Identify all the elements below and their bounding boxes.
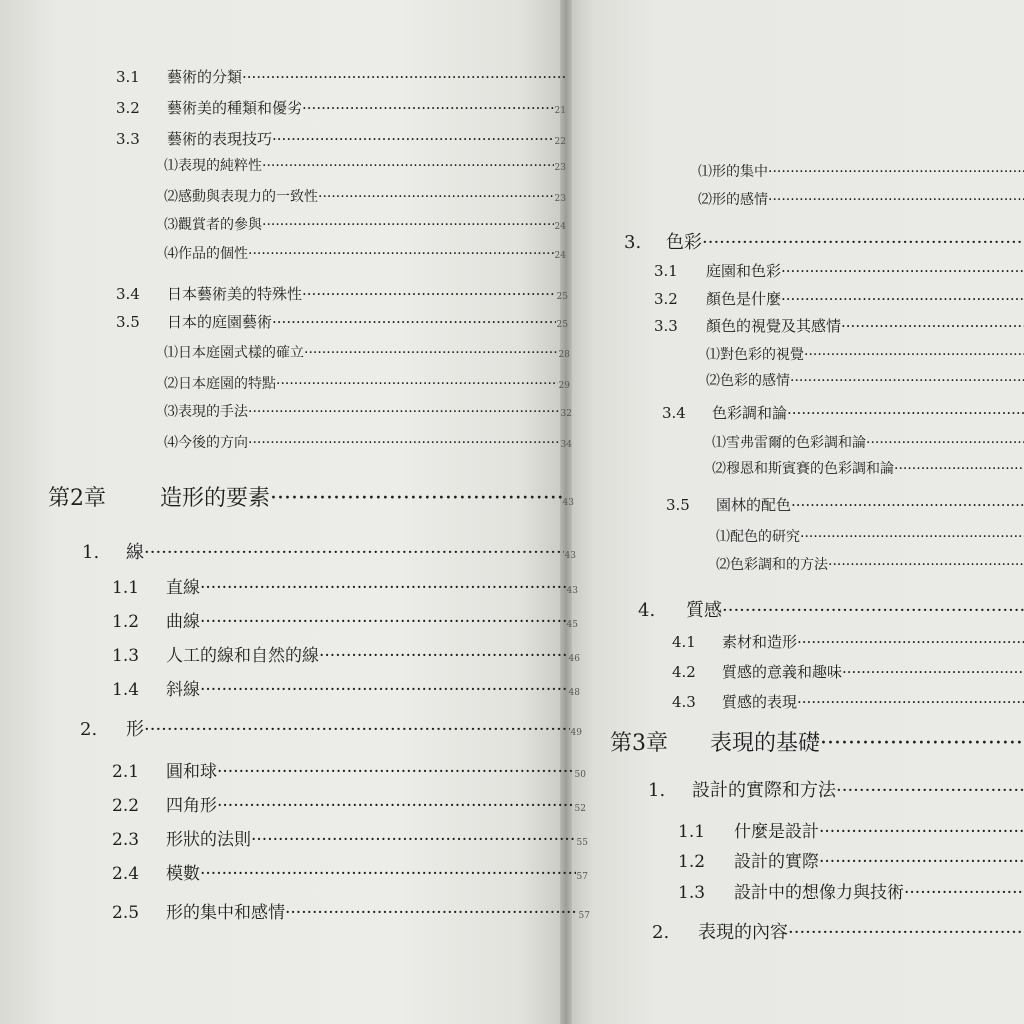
dot-leader <box>781 290 1024 308</box>
dot-leader <box>828 557 1024 573</box>
page-number: 28 <box>558 350 570 360</box>
dot-leader <box>276 376 558 392</box>
entry-title: 素材和造形 <box>722 633 798 651</box>
right-entry <box>716 526 1024 546</box>
left-entry <box>80 715 582 741</box>
entry-title: 四角形 <box>166 796 217 816</box>
dot-leader <box>819 852 1024 872</box>
dot-leader <box>262 217 554 233</box>
right-entry <box>672 631 1024 652</box>
right-entry <box>638 596 1024 622</box>
dot-leader <box>248 404 560 420</box>
entry-title: ⑴對色彩的視覺 <box>706 347 804 363</box>
page-number: 48 <box>568 688 580 698</box>
dot-leader <box>217 762 574 782</box>
page-number: 49 <box>570 728 582 738</box>
left-entry <box>116 311 568 332</box>
dot-leader <box>272 130 554 148</box>
right-entry <box>706 370 1024 390</box>
entry-number: 1.1 <box>678 822 706 842</box>
entry-number: 2.1 <box>112 762 140 782</box>
dot-leader <box>302 285 556 303</box>
dot-leader <box>200 864 576 884</box>
page-number: 50 <box>574 770 586 780</box>
entry-number: 3.3 <box>654 317 678 335</box>
dot-leader <box>842 663 1024 681</box>
left-entry <box>112 607 578 632</box>
left-entry <box>112 825 588 850</box>
left-entry <box>164 342 570 362</box>
dot-leader <box>242 68 566 86</box>
entry-title: ⑴表現的純粹性 <box>164 158 262 174</box>
dot-leader <box>800 529 1024 545</box>
entry-number: 3.3 <box>116 130 140 148</box>
right-entry <box>678 878 1024 903</box>
entry-title: ⑴日本庭園式樣的確立 <box>164 345 304 361</box>
entry-title: ⑶觀賞者的參與 <box>164 217 262 233</box>
entry-number: 2. <box>652 922 670 943</box>
entry-title: 日本的庭園藝術 <box>167 313 273 331</box>
right-entry <box>648 776 1024 802</box>
entry-number: 3.1 <box>116 68 140 86</box>
left-entry <box>112 675 580 700</box>
left-entry <box>112 898 590 923</box>
dot-leader <box>788 922 1024 943</box>
dot-leader <box>304 345 558 361</box>
entry-number: 第2章 <box>48 486 106 511</box>
entry-number: 1.2 <box>678 852 706 872</box>
entry-title: 藝術的分類 <box>167 68 243 86</box>
dot-leader <box>318 189 554 205</box>
entry-title: 色彩 <box>666 232 702 253</box>
page-number: 52 <box>574 804 586 814</box>
page-number: 43 <box>564 551 576 561</box>
entry-title: ⑷作品的個性 <box>164 246 248 262</box>
dot-leader <box>248 246 554 262</box>
entry-title: 色彩調和論 <box>712 404 788 422</box>
entry-title: 顏色的視覺及其感情 <box>706 317 842 335</box>
entry-title: 圓和球 <box>166 762 217 782</box>
entry-title: 直線 <box>166 578 200 598</box>
page-number: 24 <box>554 222 566 232</box>
entry-title: 造形的要素 <box>160 486 271 511</box>
entry-title: 質感的表現 <box>722 693 798 711</box>
dot-leader <box>285 903 578 923</box>
left-entry <box>112 757 586 782</box>
dot-leader <box>262 158 554 174</box>
dot-leader <box>820 731 1024 756</box>
entry-number: 3.4 <box>662 404 686 422</box>
entry-number: 2.5 <box>112 903 140 923</box>
entry-number: 3.1 <box>654 262 678 280</box>
entry-number: 2.3 <box>112 830 140 850</box>
left-entry <box>116 128 566 149</box>
entry-title: ⑷今後的方向 <box>164 435 248 451</box>
entry-number: 2.2 <box>112 796 140 816</box>
page-number: 24 <box>554 251 566 261</box>
left-entry <box>112 791 586 816</box>
dot-leader <box>200 578 566 598</box>
dot-leader <box>270 486 562 511</box>
page-number: 23 <box>554 194 566 204</box>
page-number: 21 <box>554 106 566 116</box>
entry-title: 表現的內容 <box>698 922 788 943</box>
entry-title: 庭園和色彩 <box>706 262 782 280</box>
entry-title: 設計中的想像力與技術 <box>734 883 904 903</box>
left-entry <box>112 641 580 666</box>
page-number: 25 <box>556 320 568 330</box>
page-number: 43 <box>562 498 574 508</box>
entry-title: 斜線 <box>166 680 200 700</box>
entry-title: 形 <box>126 719 144 740</box>
dot-leader <box>319 646 568 666</box>
entry-number: 1.1 <box>112 578 140 598</box>
entry-number: 3.2 <box>654 290 678 308</box>
left-entry <box>164 373 570 393</box>
page-number: 43 <box>566 586 578 596</box>
entry-title: 線 <box>126 542 144 563</box>
entry-title: ⑵色彩調和的方法 <box>716 557 828 573</box>
dot-leader <box>797 693 1024 711</box>
right-entry <box>666 494 1024 515</box>
entry-number: 1.2 <box>112 612 140 632</box>
right-entry <box>716 554 1024 574</box>
entry-title: 質感 <box>686 600 722 621</box>
entry-title: 模數 <box>166 864 200 884</box>
dot-leader <box>272 313 556 331</box>
entry-number: 2.4 <box>112 864 140 884</box>
dot-leader <box>144 542 564 563</box>
right-entry <box>610 726 1024 757</box>
dot-leader <box>248 435 560 451</box>
page-number: 25 <box>556 292 568 302</box>
left-entry <box>116 97 566 118</box>
dot-leader <box>217 796 574 816</box>
entry-number: 4.1 <box>672 633 696 651</box>
dot-leader <box>836 780 1024 801</box>
dot-leader <box>790 373 1024 389</box>
page-number: 32 <box>560 409 572 419</box>
page-number: 57 <box>578 911 590 921</box>
dot-leader <box>702 232 1024 253</box>
dot-leader <box>819 822 1024 842</box>
right-entry <box>654 288 1024 309</box>
dot-leader <box>894 461 1024 477</box>
entry-title: 藝術美的種類和優劣 <box>167 99 303 117</box>
dot-leader <box>144 719 570 740</box>
dot-leader <box>768 192 1024 208</box>
page-number: 34 <box>560 440 572 450</box>
entry-title: 顏色是什麼 <box>706 290 782 308</box>
left-entry <box>116 283 568 304</box>
entry-number: 1.3 <box>112 646 140 666</box>
entry-title: 表現的基礎 <box>710 731 821 756</box>
entry-title: 藝術的表現技巧 <box>167 130 273 148</box>
entry-number: 第3章 <box>610 731 668 756</box>
entry-number: 3.4 <box>116 285 140 303</box>
dot-leader <box>787 404 1024 422</box>
entry-title: 曲線 <box>166 612 200 632</box>
dot-leader <box>302 99 554 117</box>
right-entry <box>672 691 1024 712</box>
entry-title: ⑵感動與表現力的一致性 <box>164 189 318 205</box>
left-entry <box>164 155 566 175</box>
entry-title: ⑵穆恩和斯賓賽的色彩調和論 <box>712 461 894 477</box>
entry-title: 質感的意義和趣味 <box>722 663 843 681</box>
dot-leader <box>200 612 566 632</box>
page-number: 22 <box>554 137 566 147</box>
left-entry <box>112 573 578 598</box>
entry-number: 1.4 <box>112 680 140 700</box>
page-number: 57 <box>576 872 588 882</box>
entry-title: ⑴配色的研究 <box>716 529 800 545</box>
left-entry <box>164 243 566 263</box>
right-entry <box>706 344 1024 364</box>
left-entry <box>48 481 574 512</box>
entry-number: 1. <box>648 780 666 801</box>
entry-title: 園林的配色 <box>716 496 792 514</box>
dot-leader <box>841 317 1024 335</box>
page-number: 45 <box>566 620 578 630</box>
entry-title: 人工的線和自然的線 <box>166 646 319 666</box>
entry-number: 3. <box>624 232 642 253</box>
entry-number: 1.3 <box>678 883 706 903</box>
right-entry <box>624 228 1024 254</box>
entry-number: 3.5 <box>116 313 140 331</box>
entry-number: 3.5 <box>666 496 690 514</box>
page-number: 55 <box>576 838 588 848</box>
dot-leader <box>904 883 1024 903</box>
left-entry <box>112 859 588 884</box>
right-entry <box>654 260 1024 281</box>
dot-leader <box>200 680 568 700</box>
dot-leader <box>251 830 576 850</box>
page-number: 23 <box>554 163 566 173</box>
right-entry <box>654 315 1024 336</box>
right-entry <box>712 432 1024 452</box>
right-entry <box>672 661 1024 682</box>
entry-number: 4.2 <box>672 663 696 681</box>
entry-title: 設計的實際和方法 <box>692 780 836 801</box>
dot-leader <box>791 496 1024 514</box>
right-entry <box>652 918 1024 944</box>
right-entry <box>698 189 1024 209</box>
dot-leader <box>768 164 1024 180</box>
page-number: 29 <box>558 381 570 391</box>
page-number: 46 <box>568 654 580 664</box>
entry-title: 設計的實際 <box>734 852 819 872</box>
right-entry <box>678 847 1024 872</box>
entry-title: 形的集中和感情 <box>166 903 285 923</box>
right-entry <box>662 402 1024 423</box>
left-entry <box>164 432 572 452</box>
entry-title: ⑶表現的手法 <box>164 404 248 420</box>
dot-leader <box>781 262 1024 280</box>
left-entry <box>164 401 572 421</box>
entry-title: ⑵日本庭園的特點 <box>164 376 276 392</box>
entry-number: 1. <box>82 542 100 563</box>
left-entry <box>164 214 566 234</box>
entry-title: ⑵色彩的感情 <box>706 373 790 389</box>
right-entry <box>712 458 1024 478</box>
entry-title: ⑴雪弗雷爾的色彩調和論 <box>712 435 866 451</box>
dot-leader <box>722 600 1024 621</box>
entry-title: ⑴形的集中 <box>698 164 768 180</box>
entry-title: 日本藝術美的特殊性 <box>167 285 303 303</box>
left-entry <box>116 66 566 87</box>
right-entry <box>698 161 1024 181</box>
dot-leader <box>866 435 1024 451</box>
left-entry <box>164 186 566 206</box>
entry-number: 4. <box>638 600 656 621</box>
right-entry <box>678 817 1024 842</box>
dot-leader <box>804 347 1024 363</box>
entry-number: 3.2 <box>116 99 140 117</box>
left-entry <box>82 538 576 564</box>
entry-title: 什麼是設計 <box>734 822 819 842</box>
entry-title: 形狀的法則 <box>166 830 251 850</box>
entry-number: 4.3 <box>672 693 696 711</box>
entry-number: 2. <box>80 719 98 740</box>
entry-title: ⑵形的感情 <box>698 192 768 208</box>
dot-leader <box>797 633 1024 651</box>
